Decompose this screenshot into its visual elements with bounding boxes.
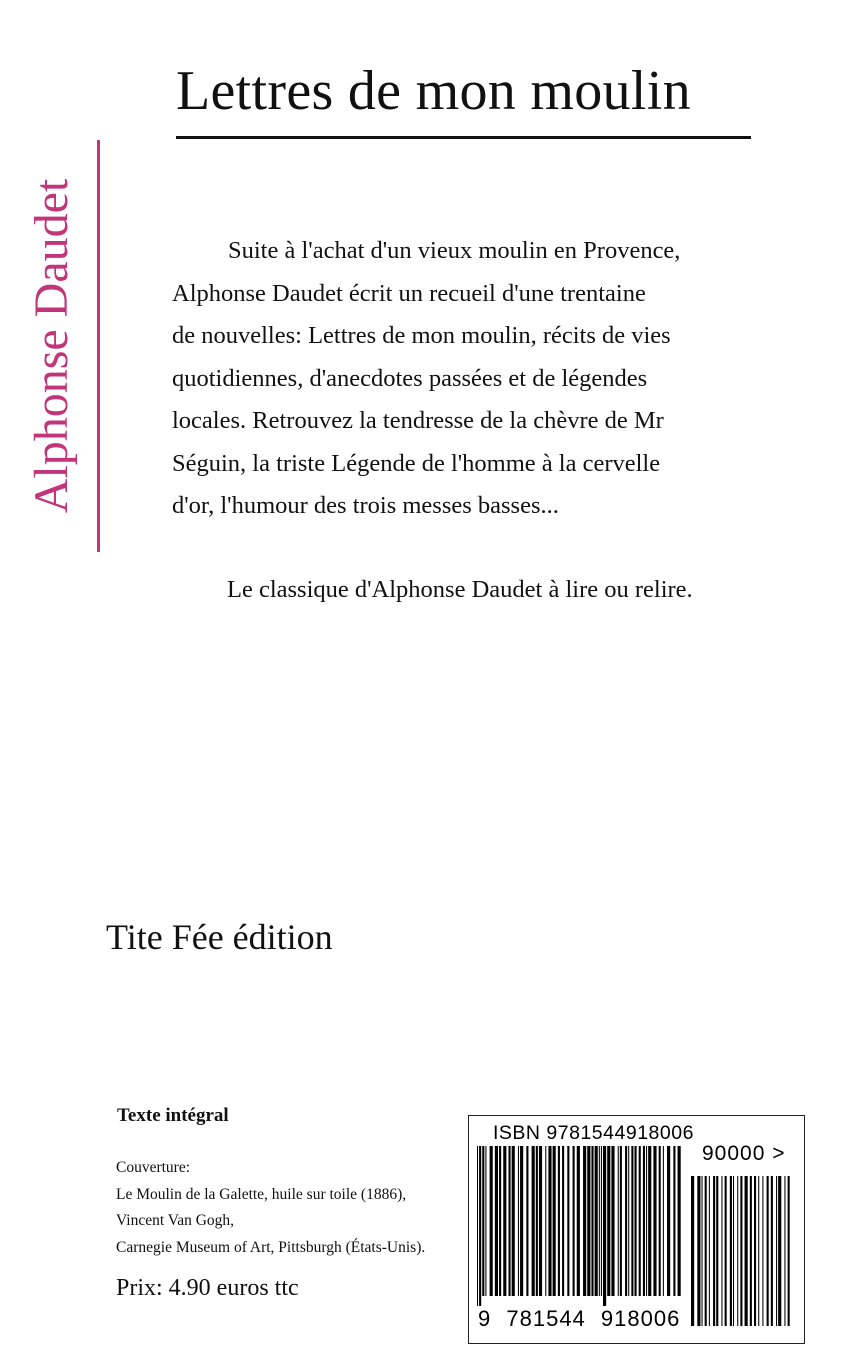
barcode-bar xyxy=(745,1176,748,1326)
barcode-bar xyxy=(618,1146,619,1296)
barcode-bar xyxy=(490,1146,493,1296)
barcode-bar xyxy=(558,1146,560,1296)
barcode-bar xyxy=(771,1176,773,1326)
barcode-bar xyxy=(526,1146,528,1296)
barcode-bar xyxy=(740,1176,742,1326)
barcode-bar xyxy=(659,1146,661,1296)
ean13-bars xyxy=(475,1146,685,1314)
barcode-bar xyxy=(643,1146,645,1296)
barcode-bar xyxy=(639,1146,641,1296)
barcode-bar xyxy=(509,1146,511,1296)
addon-bars xyxy=(689,1176,794,1326)
barcode-bar xyxy=(591,1146,593,1296)
blurb-line: locales. Retrouvez la tendresse de la chèvre de Mr xyxy=(172,407,664,434)
title-underline xyxy=(176,136,751,139)
barcode-bar xyxy=(603,1146,606,1308)
barcode-bar xyxy=(562,1146,564,1296)
tagline: Le classique d'Alphonse Daudet à lire ou relire. xyxy=(227,576,693,603)
barcode-bar xyxy=(673,1146,675,1296)
barcode-bar xyxy=(577,1146,580,1296)
barcode-bar xyxy=(599,1146,600,1296)
author-name: Alphonse Daudet xyxy=(25,178,78,514)
barcode-bar xyxy=(628,1146,629,1296)
blurb-line: d'or, l'humour des trois messes basses... xyxy=(172,492,559,519)
barcode-bar xyxy=(725,1176,727,1326)
barcode-bar xyxy=(631,1146,633,1296)
barcode-bar xyxy=(667,1146,670,1296)
barcode-bar xyxy=(620,1146,622,1296)
barcode-bar xyxy=(583,1146,586,1296)
cover-credits xyxy=(116,1155,425,1261)
barcode-bar xyxy=(750,1176,752,1326)
barcode-bar xyxy=(646,1146,647,1296)
barcode-bar xyxy=(730,1176,732,1326)
book-title: Lettres de mon moulin xyxy=(176,60,691,122)
author-divider xyxy=(97,140,100,552)
blurb-line: Séguin, la triste Légende de l'homme à la cervelle xyxy=(172,449,661,477)
barcode-bar xyxy=(503,1146,506,1296)
barcode-bar xyxy=(776,1176,777,1326)
barcode-bar xyxy=(713,1176,715,1326)
barcode-bar xyxy=(767,1176,769,1326)
author-spine-block xyxy=(25,140,78,552)
credit-line: Vincent Van Gogh, xyxy=(116,1212,235,1229)
barcode-digit-first: 9 xyxy=(478,1306,492,1331)
barcode-bar xyxy=(705,1176,707,1326)
barcode-bar xyxy=(548,1146,551,1296)
barcode-bar xyxy=(595,1146,598,1296)
barcode-bar xyxy=(611,1146,614,1296)
barcode-bar xyxy=(754,1176,756,1326)
barcode-digit-group-2: 918006 xyxy=(600,1306,681,1331)
barcode-bar xyxy=(653,1146,656,1296)
back-cover-blurb xyxy=(172,230,750,528)
isbn-label: ISBN 9781544918006 xyxy=(493,1122,694,1144)
barcode-bar xyxy=(539,1146,542,1296)
barcode-bar xyxy=(485,1146,486,1296)
barcode-bar xyxy=(788,1176,790,1326)
barcode-bar xyxy=(532,1146,535,1296)
barcode-bar xyxy=(607,1146,610,1296)
barcode-bar xyxy=(545,1146,546,1296)
barcode-bar xyxy=(737,1176,738,1326)
publisher-name: Tite Fée édition xyxy=(106,917,333,957)
credit-line: Couverture: xyxy=(116,1159,191,1176)
credit-line: Le Moulin de la Galette, huile sur toile (1886), xyxy=(116,1185,407,1203)
barcode-bar xyxy=(536,1146,538,1296)
barcode-bar xyxy=(512,1146,515,1296)
barcode-bar xyxy=(567,1146,569,1296)
barcode-bar xyxy=(784,1176,785,1326)
barcode-bar xyxy=(573,1146,575,1296)
barcode-bar xyxy=(495,1146,498,1296)
barcode-bar xyxy=(762,1176,763,1326)
barcode-bar xyxy=(733,1176,734,1326)
barcode-bar xyxy=(758,1176,759,1326)
blurb-line: Alphonse Daudet écrit un recueil d'une trentaine xyxy=(172,279,646,307)
barcode-bar xyxy=(721,1176,722,1326)
blurb-line: de nouvelles: Lettres de mon moulin, récits de vies xyxy=(172,322,671,349)
isbn-barcode xyxy=(468,1115,805,1344)
barcode-digit-group-1: 781544 xyxy=(506,1306,586,1331)
barcode-bar xyxy=(648,1146,651,1296)
blurb-line: quotidiennes, d'anecdotes passées et de légendes xyxy=(172,364,648,392)
barcode-bar xyxy=(520,1146,523,1296)
barcode-bar xyxy=(482,1146,484,1296)
barcode-bar xyxy=(477,1146,478,1308)
barcode-bar xyxy=(691,1176,694,1326)
credit-line: Carnegie Museum of Art, Pittsburgh (États-Unis). xyxy=(116,1238,426,1256)
barcode-bar xyxy=(709,1176,710,1326)
barcode-bar xyxy=(553,1146,556,1296)
integral-text-note: Texte intégral xyxy=(117,1105,229,1126)
price-label: Prix: 4.90 euros ttc xyxy=(116,1275,299,1301)
blurb-line: Suite à l'achat d'un vieux moulin en Provence, xyxy=(228,237,681,264)
barcode-bar xyxy=(678,1146,681,1296)
barcode-bar xyxy=(479,1146,481,1308)
barcode-digits xyxy=(477,1306,681,1332)
barcode-bar xyxy=(601,1146,602,1296)
addon-price-code: 90000 > xyxy=(702,1142,786,1165)
barcode-bar xyxy=(499,1146,501,1296)
barcode-bar xyxy=(702,1176,703,1326)
barcode-bar xyxy=(778,1176,781,1326)
barcode-bar xyxy=(716,1176,718,1326)
barcode-bar xyxy=(518,1146,519,1296)
barcode-bar xyxy=(635,1146,637,1296)
barcode-bar xyxy=(587,1146,590,1296)
barcode-bar xyxy=(663,1146,664,1296)
barcode-bar xyxy=(625,1146,627,1296)
barcode-bar xyxy=(697,1176,700,1326)
